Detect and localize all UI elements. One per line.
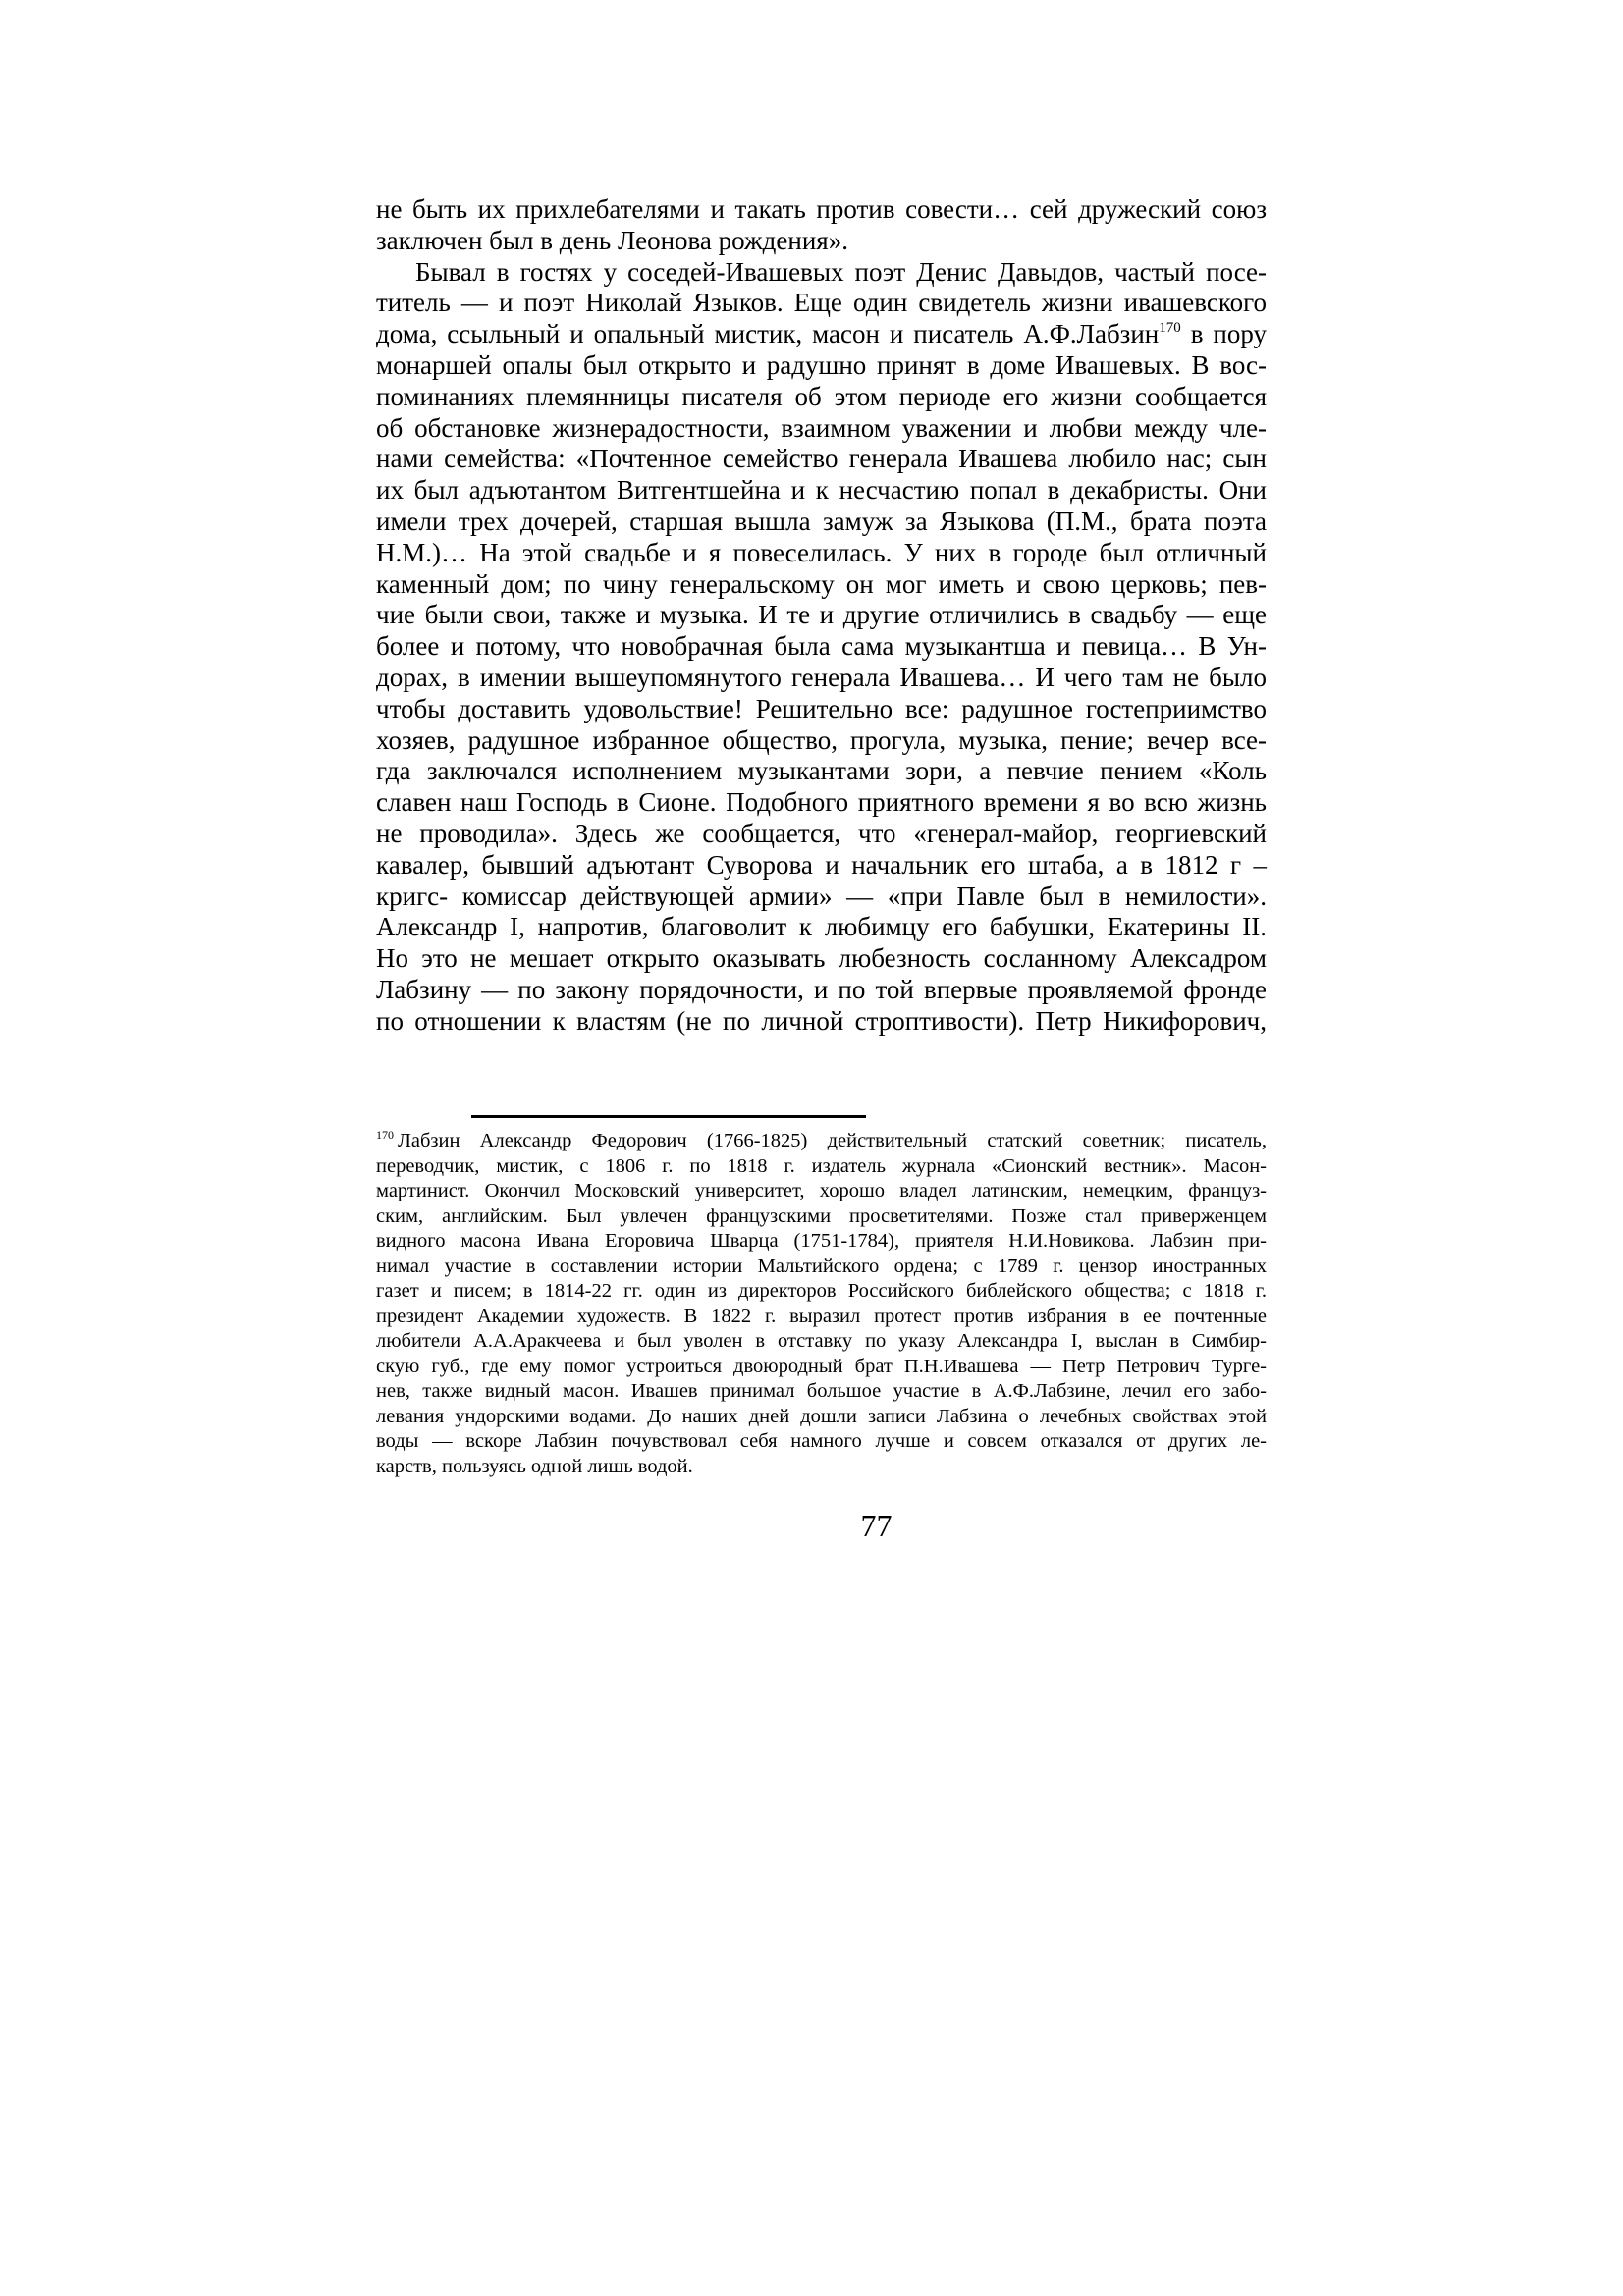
text-line: не проводила». Здесь же сообщается, что «генерал-майор, георгиевский (376, 818, 1267, 848)
text-line-tail: в пору (1180, 319, 1267, 349)
footnote-line: нев, также видный масон. Ивашев принимал большое участие в А.Ф.Лабзине, лечил его забо- (376, 1380, 1267, 1402)
text-line: Александр I, напротив, благоволит к любимцу его бабушки, Екатерины II. (376, 912, 1267, 942)
text-line: гда заключался исполнением музыкантами зори, а певчие пением «Коль (376, 756, 1267, 786)
footnote-reference[interactable]: 170 (1159, 320, 1181, 337)
text-line: монаршей опалы был открыто и радушно принят в доме Ивашевых. В вос- (376, 349, 1267, 380)
text-line: чтобы доставить удовольствие! Решительно все: радушное гостеприимство (376, 693, 1267, 723)
text-line: Лабзину — по закону порядочности, и по той впервые проявляемой фронде (376, 974, 1267, 1004)
text-line: славен наш Господь в Сионе. Подобного приятного времени я во всю жизнь (376, 787, 1267, 818)
text-line: Но это не мешает открыто оказывать любезность сосланному Алексадром (376, 943, 1267, 974)
footnote-line: переводчик, мистик, с 1806 г. по 1818 г. издатель журнала «Сионский вестник». Масон- (376, 1154, 1267, 1177)
footnote-line: президент Академии художеств. В 1822 г. выразил протест против избрания в ее почтенные (376, 1305, 1267, 1327)
footnote-line: левания ундорскими водами. До наших дней дошли записи Лабзина о лечебных свойствах этой (376, 1405, 1267, 1427)
text-line: Бывал в гостях у соседей-Ивашевых поэт Денис Давыдов, частый посе- (415, 256, 1267, 287)
text-line: поминаниях племянницы писателя об этом периоде его жизни сообщается (376, 381, 1267, 411)
footnote-divider (471, 1115, 866, 1118)
text-line: каменный дом; по чину генеральскому он мог иметь и свою церковь; пев- (376, 568, 1267, 599)
footnote-line: видного масона Ивана Егоровича Шварца (1751-1784), приятеля Н.И.Новикова. Лабзин при- (376, 1230, 1267, 1252)
footnote-line-text: Лабзин Александр Федорович (1766-1825) действительный статский советник; писатель, (398, 1130, 1267, 1151)
footnote-line: воды — вскоре Лабзин почувствовал себя намного лучше и совсем отказался от других ле- (376, 1430, 1267, 1452)
text-line-with-footnote-ref (376, 319, 1267, 350)
footnote-number: 170 (376, 1128, 394, 1142)
text-line-head: дома, ссыльный и опальный мистик, масон и писатель А.Ф.Лабзин (376, 319, 1160, 349)
footnote-line: мартинист. Окончил Московский университет, хорошо владел латинским, немецким, француз- (376, 1180, 1267, 1201)
footnote-line (376, 1129, 1267, 1154)
text-line: Н.М.)… На этой свадьбе и я повеселилась. У них в городе был отличный (376, 537, 1267, 567)
footnote-line: газет и писем; в 1814-22 гг. один из директоров Российского библейского общества; с 1818 г. (376, 1280, 1267, 1302)
text-line: не быть их прихлебателями и такать против совести… сей дружеский союз (376, 194, 1267, 224)
text-line: по отношении к властям (не по личной строптивости). Петр Никифорович, (376, 1005, 1267, 1036)
footnote-line: любители А.А.Аракчеева и был уволен в отставку по указу Александра I, выслан в Симбир- (376, 1330, 1267, 1352)
text-line: дорах, в имении вышеупомянутого генерала Ивашева… И чего там не было (376, 662, 1267, 692)
text-line: кавалер, бывший адъютант Суворова и начальник его штаба, а в 1812 г – (376, 849, 1267, 880)
body-text (376, 194, 1267, 1038)
text-line: заключен был в день Леонова рождения». (376, 225, 848, 255)
text-line: нами семейства: «Почтенное семейство генерала Ивашева любило нас; сын (376, 444, 1267, 474)
text-line: их был адъютантом Витгентшейна и к несчастию попал в декабристы. Они (376, 475, 1267, 506)
footnote-line: скую губ., где ему помог устроиться двоюродный брат П.Н.Ивашева — Петр Петрович Турге- (376, 1355, 1267, 1377)
text-line: об обстановке жизнерадостности, взаимном уважении и любви между чле- (376, 412, 1267, 443)
footnote-line: нимал участие в составлении истории Мальтийского ордена; с 1789 г. цензор иностранных (376, 1255, 1267, 1277)
footnote-line: карств, пользуясь одной лишь водой. (376, 1455, 693, 1477)
text-line: титель — и поэт Николай Языков. Еще один свидетель жизни ивашевского (376, 288, 1267, 318)
text-line: более и потому, что новобрачная была сама музыкантша и певица… В Ун- (376, 631, 1267, 662)
page-number: 77 (860, 1508, 893, 1543)
text-line: чие были свои, также и музыка. И те и другие отличились в свадьбу — еще (376, 600, 1267, 630)
footnote (376, 1129, 1267, 1479)
footnote-line: ским, английским. Был увлечен французскими просветителями. Позже стал приверженцем (376, 1204, 1267, 1227)
text-line: кригс- комиссар действующей армии» — «при Павле был в немилости». (376, 881, 1267, 911)
text-line: хозяев, радушное избранное общество, прогула, музыка, пение; вечер все- (376, 724, 1267, 755)
text-line: имели трех дочерей, старшая вышла замуж за Языкова (П.М., брата поэта (376, 506, 1267, 536)
